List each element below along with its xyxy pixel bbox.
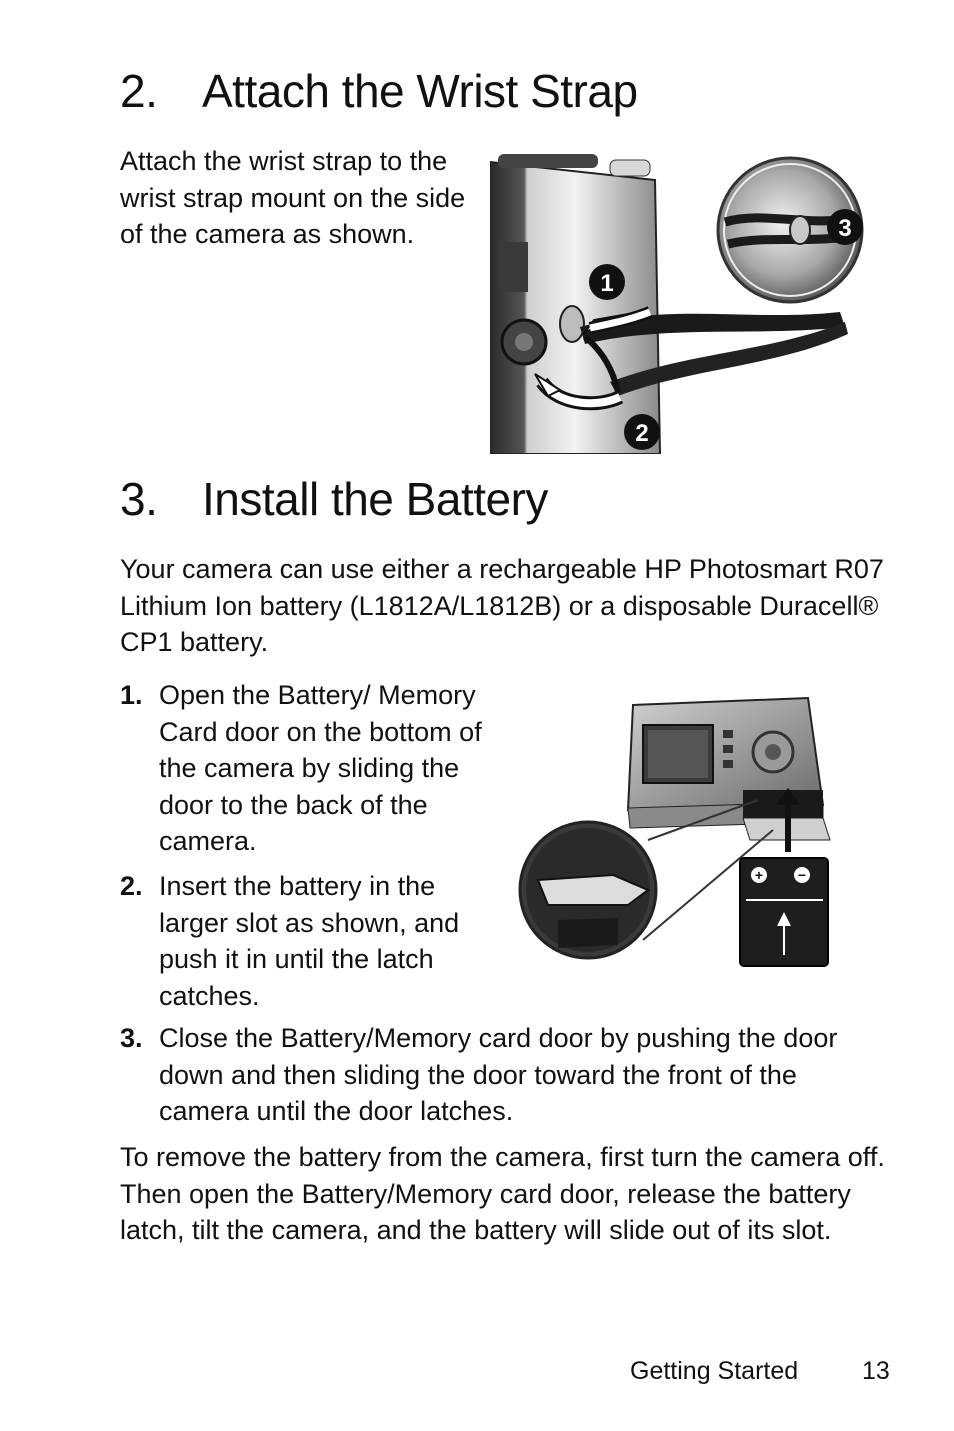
footer-section-name: Getting Started	[630, 1357, 799, 1385]
section-3-title: Install the Battery	[202, 473, 548, 525]
battery-plus-symbol: +	[754, 867, 764, 883]
section-2-number: 2.	[120, 65, 158, 117]
step-1-number: 1.	[120, 680, 143, 710]
step-3-text: Close the Battery/Memory card door by pushing the door down and then sliding the door toward the front of the camera until the door latches.	[159, 1023, 838, 1126]
wrist-strap-illustration	[490, 152, 880, 454]
step-3-number: 3.	[120, 1023, 143, 1053]
section-2-heading	[120, 64, 820, 124]
callout-1-label: 1	[600, 270, 614, 297]
battery-removal-instructions: To remove the battery from the camera, first turn the camera off. Then open the Battery/Memory card door, release the battery latch, tilt the camera, and the battery will slide out of its slot.	[120, 1142, 885, 1245]
step-3	[120, 1020, 890, 1130]
step-2-number: 2.	[120, 871, 143, 901]
callout-2	[624, 414, 660, 450]
step-2	[120, 868, 490, 1018]
page-number: 13	[862, 1357, 890, 1385]
wrist-strap-instructions: Attach the wrist strap to the wrist strap mount on the side of the camera as shown.	[120, 146, 466, 249]
step-2-text: Insert the battery in the larger slot as shown, and push it in until the latch catches.	[159, 871, 460, 1011]
callout-2-label: 2	[635, 420, 649, 447]
step-1-text: Open the Battery/ Memory Card door on the bottom of the camera by sliding the door to the back of the camera.	[159, 680, 482, 856]
battery-minus-symbol: −	[797, 867, 807, 883]
section-3-number: 3.	[120, 473, 158, 525]
section-2-title: Attach the Wrist Strap	[202, 65, 638, 117]
battery-intro: Your camera can use either a rechargeable HP Photosmart R07 Lithium Ion battery (L1812A/L1812B) or a disposable Duracell® CP1 battery.	[120, 554, 884, 657]
step-1	[120, 677, 490, 856]
section-3-heading	[120, 472, 820, 532]
battery-illustration	[518, 690, 838, 1000]
callout-3-label: 3	[838, 215, 852, 242]
callout-3	[827, 209, 863, 245]
callout-1	[589, 264, 625, 300]
